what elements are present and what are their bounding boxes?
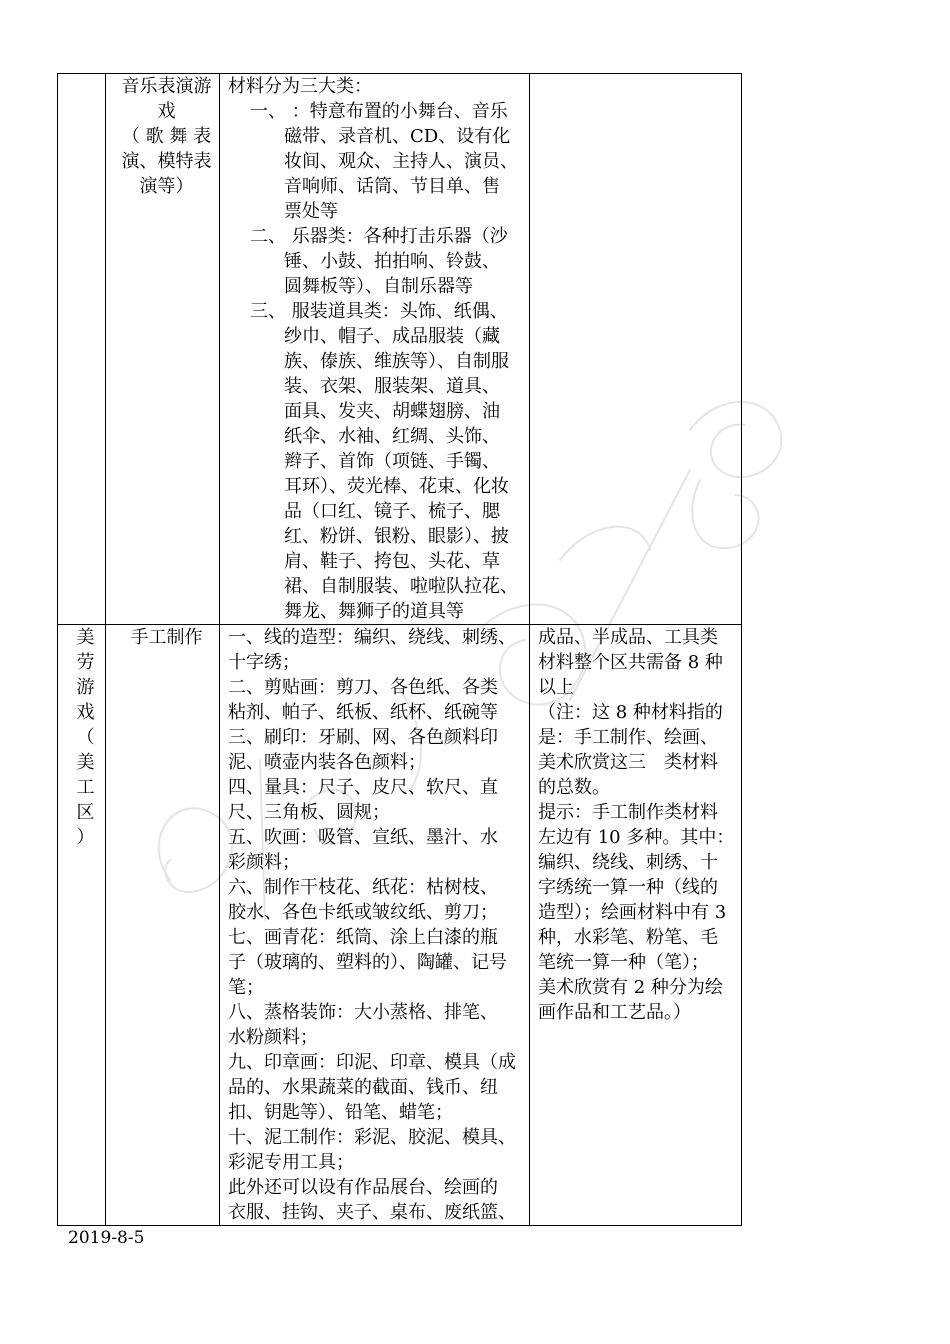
text-line: 八、蒸格装饰：大小蒸格、排笔、 (228, 1002, 498, 1023)
text-line: 左边有 10 多种。其中： (538, 827, 735, 848)
text-line: 成品、半成品、工具类 (538, 627, 718, 648)
text-line: 二、剪贴画：剪刀、各色纸、各类 (228, 677, 498, 698)
text-line: 七、画青花：纸筒、涂上白漆的瓶 (228, 927, 498, 948)
text-line: 锤、小鼓、拍拍响、铃鼓、 (284, 251, 500, 272)
text-line: 裙、自制服装、啦啦队拉花、 (284, 576, 518, 597)
text-line: 妆间、观众、主持人、演员、 (284, 151, 518, 172)
table-row (58, 74, 742, 625)
text-line: 编织、绕线、刺绣、十 (538, 852, 718, 873)
text-line: 此外还可以设有作品展台、绘画的 (228, 1177, 498, 1198)
material-group-heading: 二、 乐器类：各种打击乐器（沙 (250, 226, 508, 247)
materials-cell (220, 625, 530, 1226)
text-line: 九、印章画：印泥、印章、模具（成 (228, 1052, 516, 1073)
text-line: 戏 (76, 702, 95, 723)
text-line: 圆舞板等）、自制乐器等 (284, 276, 473, 297)
text-line: 一、线的造型：编织、绕线、刺绣、 (228, 627, 516, 648)
activity-cell (106, 74, 220, 625)
footer-date: 2019-8-5 (68, 1228, 145, 1248)
text-line: 彩颜料； (228, 852, 300, 873)
text-line: 美 (76, 627, 95, 648)
text-line: 族、傣族、维族等）、自制服 (284, 351, 509, 372)
text-line: （ 歌 舞 表 (121, 126, 212, 147)
text-line: 美术欣赏这三 类材料 (538, 752, 718, 773)
text-line: 舞龙、舞狮子的道具等 (284, 601, 464, 622)
text-line: （注：这 8 种材料指的 (538, 702, 723, 723)
text-line: 粘剂、帕子、纸板、纸杯、纸碗等 (228, 702, 498, 723)
activity-cell (106, 625, 220, 1226)
text-line: 五、吹画：吸管、宣纸、墨汁、水 (228, 827, 498, 848)
category-cell (58, 625, 106, 1226)
text-line: 三、刷印：牙刷、网、各色颜料印 (228, 727, 498, 748)
text-line: 字绣统一算一种（线的 (538, 877, 718, 898)
text-line: 票处等 (284, 201, 338, 222)
text-line: 子（玻璃的、塑料的）、陶罐、记号 (228, 952, 507, 973)
text-line: 红、粉饼、银粉、眼影）、披 (284, 526, 509, 547)
text-line: 美术欣赏有 2 种分为绘 (538, 977, 723, 998)
text-line: 尺、三角板、圆规； (228, 802, 390, 823)
text-line: 肩、鞋子、挎包、头花、草 (284, 551, 500, 572)
text-line: 十、泥工制作：彩泥、胶泥、模具、 (228, 1127, 516, 1148)
table-row (58, 625, 742, 1226)
text-line: 音响师、话筒、节目单、售 (284, 176, 500, 197)
text-line: 游 (76, 677, 95, 698)
text-line: 泥、喷壶内装各色颜料； (228, 752, 426, 773)
text-line: 的总数。 (538, 777, 610, 798)
text-line: 磁带、录音机、CD、设有化 (284, 126, 511, 147)
text-line: 辫子、首饰（项链、手镯、 (284, 451, 500, 472)
text-line: 彩泥专用工具； (228, 1152, 354, 1173)
text-line: 戏 (157, 101, 176, 122)
text-line: 画作品和工艺品。） (538, 1002, 691, 1023)
text-line: 扣、钥匙等）、铅笔、蜡笔； (228, 1102, 453, 1123)
materials-intro: 材料分为三大类： (228, 76, 372, 97)
materials-table (57, 73, 742, 1226)
text-line: 造型）；绘画材料中有 3 (538, 902, 727, 923)
text-line: 是：手工制作、绘画、 (538, 727, 718, 748)
material-group-heading: 三、 服装道具类：头饰、纸偶、 (250, 301, 508, 322)
text-line: 手工制作 (130, 627, 203, 648)
text-line: （ (76, 727, 95, 748)
text-line: 工 (76, 777, 95, 798)
text-line: 衣服、挂钩、夹子、桌布、废纸篮、 (228, 1202, 516, 1223)
text-line: 耳环）、荧光棒、花束、化妆 (284, 476, 509, 497)
text-line: 劳 (76, 652, 95, 673)
text-line: ） (76, 827, 95, 848)
text-line: 六、制作干枝花、纸花：枯树枝、 (228, 877, 498, 898)
materials-cell (220, 74, 530, 625)
text-line: 笔； (228, 977, 264, 998)
text-line: 品的、水果蔬菜的截面、钱币、纽 (228, 1077, 498, 1098)
text-line: 区 (76, 802, 95, 823)
material-group-heading: 一、 ：特意布置的小舞台、音乐 (250, 101, 508, 122)
text-line: 装、衣架、服装架、道具、 (284, 376, 500, 397)
notes-cell (530, 625, 742, 1226)
text-line: 笔统一算一种（笔）； (538, 952, 709, 973)
text-line: 纸伞、水袖、红绸、头饰、 (284, 426, 500, 447)
text-line: 水粉颜料； (228, 1027, 318, 1048)
category-cell (58, 74, 106, 625)
text-line: 面具、发夹、胡蝶翅膀、油 (284, 401, 500, 422)
text-line: 美 (76, 752, 95, 773)
text-line: 演等） (139, 176, 194, 197)
notes-cell (530, 74, 742, 625)
text-line: 胶水、各色卡纸或皱纹纸、剪刀； (228, 902, 498, 923)
text-line: 材料整个区共需备 8 种 (538, 652, 723, 673)
text-line: 种，水彩笔、粉笔、毛 (538, 927, 718, 948)
text-line: 十字绣； (228, 652, 300, 673)
text-line: 四、量具：尺子、皮尺、软尺、直 (228, 777, 498, 798)
text-line: 品（口红、镜子、梳子、腮 (284, 501, 500, 522)
text-line: 提示：手工制作类材料 (538, 802, 718, 823)
text-line: 纱巾、帽子、成品服装（藏 (284, 326, 500, 347)
text-line: 以上 (538, 677, 574, 698)
text-line: 音乐表演游 (121, 76, 212, 97)
text-line: 演、模特表 (121, 151, 212, 172)
